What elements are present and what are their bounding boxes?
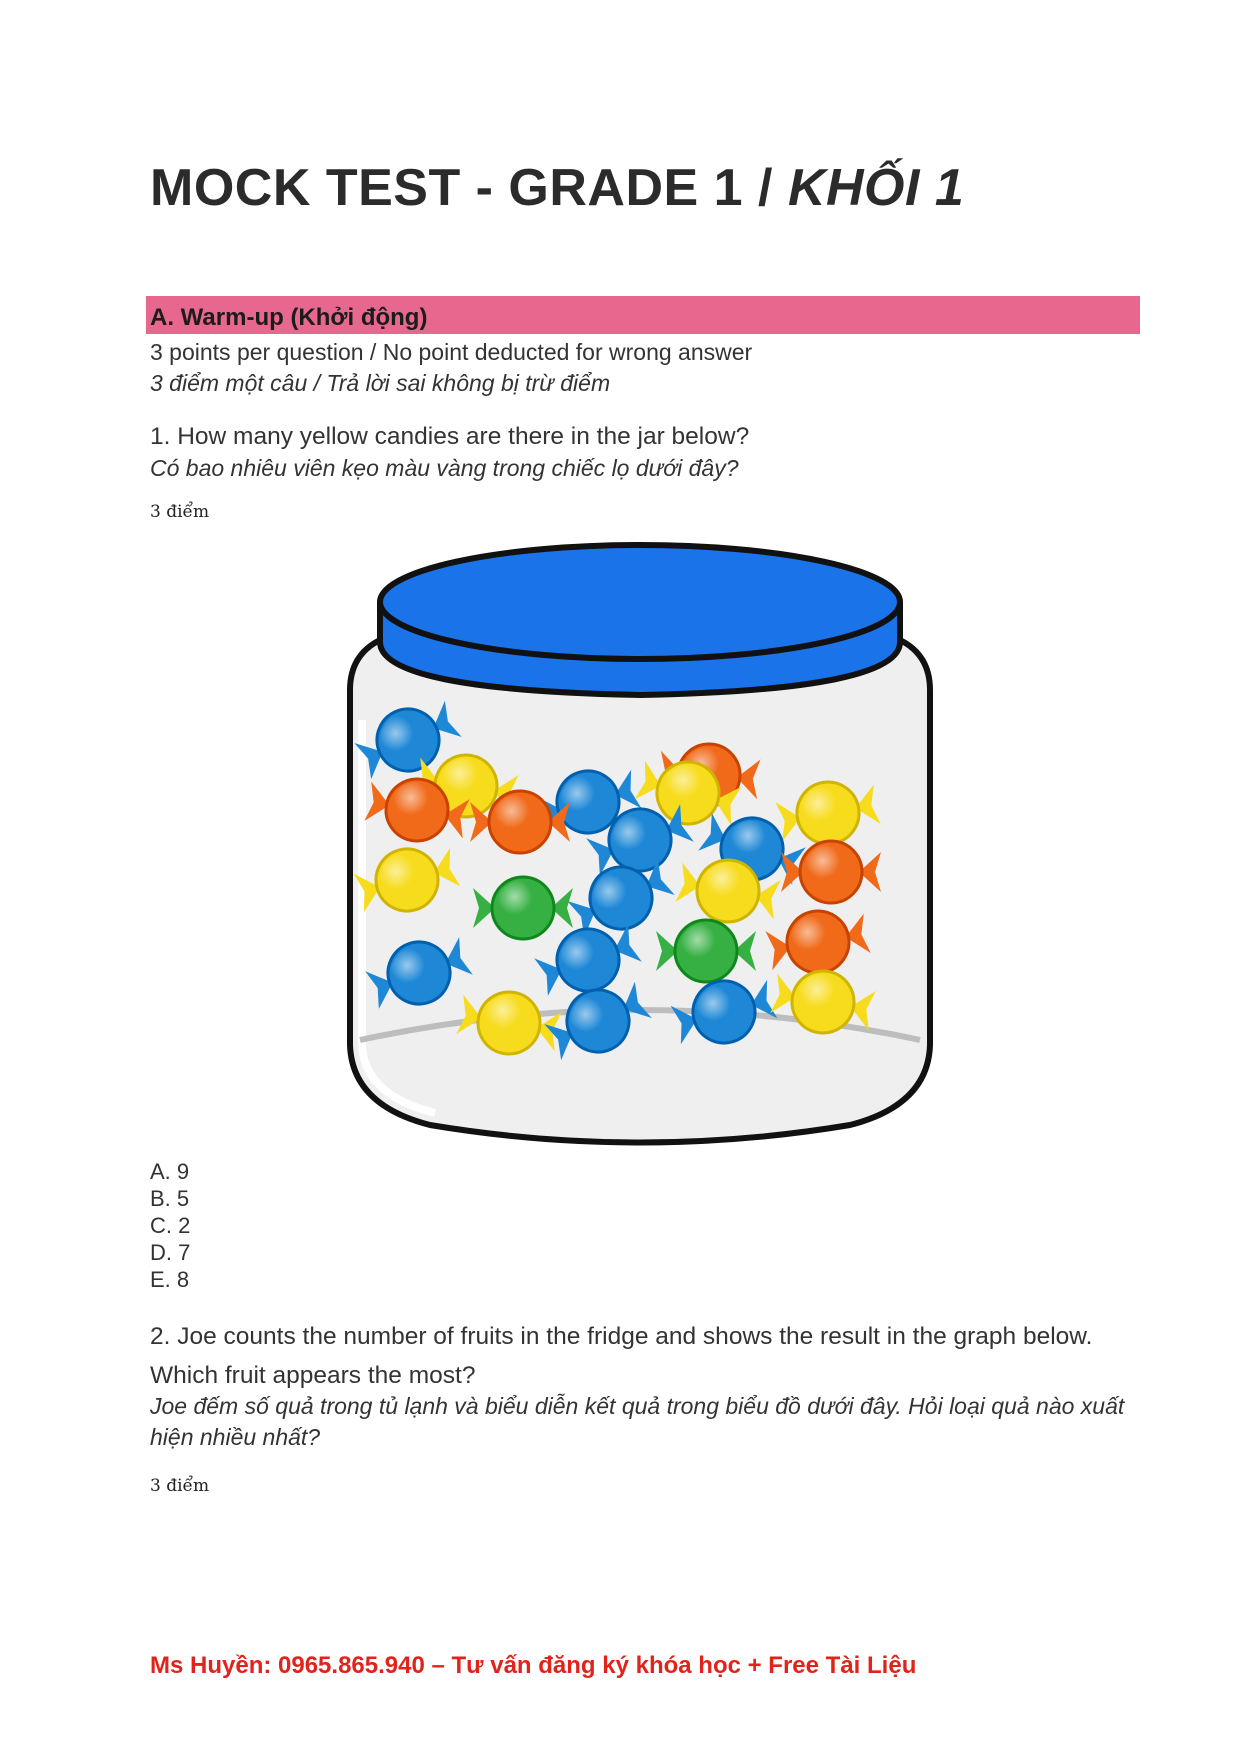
question-1-text-vi: Có bao nhiêu viên kẹo màu vàng trong chiếc lọ dưới đây? xyxy=(150,455,739,481)
jar-lid xyxy=(380,545,900,695)
option-a[interactable]: A. 9 xyxy=(150,1159,190,1184)
question-2-text-vi-line-1: Joe đếm số quả trong tủ lạnh và biểu diễn kết quả trong biểu đồ dưới đây. Hỏi loại quả nào xuất xyxy=(150,1393,1125,1419)
option-b[interactable]: B. 5 xyxy=(150,1186,190,1211)
section-heading: A. Warm-up (Khởi động) xyxy=(150,304,428,331)
candy-jar-image xyxy=(340,540,950,1160)
question-2-text-vi-line-2: hiện nhiều nhất? xyxy=(150,1424,321,1450)
question-1-points: 3 điểm xyxy=(150,502,210,522)
option-e[interactable]: E. 8 xyxy=(150,1267,190,1292)
title-vietnamese: KHỐI 1 xyxy=(787,159,965,217)
candy-shine xyxy=(678,923,734,979)
question-2-text-line-1: 2. Joe counts the number of fruits in the fridge and shows the result in the graph below. xyxy=(150,1323,1093,1350)
footer-contact: Ms Huyền: 0965.865.940 – Tư vấn đăng ký khóa học + Free Tài Liệu xyxy=(150,1652,917,1679)
question-2-text-line-2: Which fruit appears the most? xyxy=(150,1362,476,1389)
candy-shine xyxy=(492,794,548,850)
page-title xyxy=(150,158,964,218)
title-main: MOCK TEST - GRADE 1 / xyxy=(150,159,773,217)
candy-shine xyxy=(803,844,859,900)
question-2-points: 3 điểm xyxy=(150,1476,210,1496)
lid-top xyxy=(380,545,900,659)
scoring-rule-en: 3 points per question / No point deducted for wrong answer xyxy=(150,339,753,365)
option-d[interactable]: D. 7 xyxy=(150,1240,191,1265)
scoring-rule-vi: 3 điểm một câu / Trả lời sai không bị trừ điểm xyxy=(150,370,611,396)
question-1-text: 1. How many yellow candies are there in the jar below? xyxy=(150,423,750,450)
candy-shine xyxy=(495,880,551,936)
option-c[interactable]: C. 2 xyxy=(150,1213,191,1238)
